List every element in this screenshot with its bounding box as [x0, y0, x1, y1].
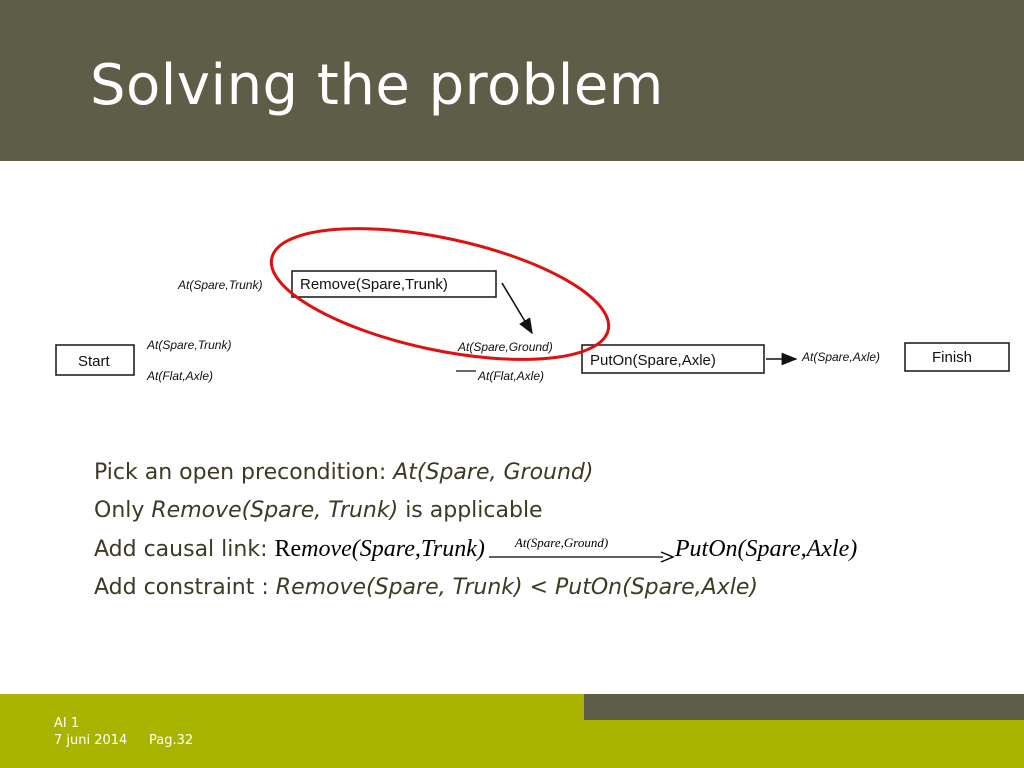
- bullet-line-1: [94, 454, 857, 492]
- bullet2-text: Only: [94, 498, 152, 523]
- remove-arrow: [502, 283, 532, 333]
- plan-diagram-svg: [50, 225, 1024, 400]
- causal-link-formula: [274, 536, 857, 562]
- remove-label: Remove(Spare,Trunk): [300, 276, 448, 293]
- puton-label: PutOn(Spare,Axle): [590, 352, 716, 369]
- causal-link-label: At(Spare,Ground): [514, 535, 609, 551]
- formula-from: move(Spare,Trunk): [301, 536, 485, 562]
- bullet4-italic: Remove(Spare, Trunk) < PutOn(Spare,Axle): [275, 575, 758, 600]
- footer-date: 7 juni 2014: [54, 733, 128, 748]
- cond-puton-1: At(Spare,Ground): [458, 340, 553, 354]
- bullet-line-2: [94, 492, 857, 530]
- cond-start-2: At(Flat,Axle): [147, 369, 214, 383]
- bullet3-text: Add causal link:: [94, 537, 275, 562]
- footer-page: Pag.32: [149, 733, 194, 748]
- formula-from-re: Re: [274, 536, 302, 562]
- plan-diagram: [50, 225, 1024, 400]
- highlight-ellipse: [260, 225, 620, 385]
- cond-puton-2: At(Flat,Axle): [478, 369, 545, 383]
- bullet-line-3: [94, 530, 857, 569]
- bullet-list: [94, 454, 857, 607]
- bullet1-text: Pick an open precondition:: [94, 460, 394, 485]
- title-bar: [0, 0, 1024, 161]
- bullet-line-4: [94, 569, 857, 607]
- footer-course: AI 1: [54, 716, 80, 731]
- cond-finish: At(Spare,Axle): [802, 350, 881, 364]
- bullet2-italic: Remove(Spare, Trunk): [151, 498, 399, 523]
- page-title: Solving the problem: [90, 53, 664, 118]
- bullet1-italic: At(Spare, Ground): [393, 460, 594, 485]
- start-label: Start: [78, 353, 110, 370]
- causal-link-arrow: [485, 535, 675, 560]
- cond-start-1: At(Spare,Trunk): [147, 338, 232, 352]
- finish-label: Finish: [932, 349, 973, 366]
- bullet4-text: Add constraint :: [94, 575, 276, 600]
- bullet2-suffix: is applicable: [398, 498, 543, 523]
- formula-to: PutOn(Spare,Axle): [674, 536, 858, 562]
- cond-remove-pre: At(Spare,Trunk): [178, 278, 263, 292]
- footer-accent-bar: [584, 694, 1024, 720]
